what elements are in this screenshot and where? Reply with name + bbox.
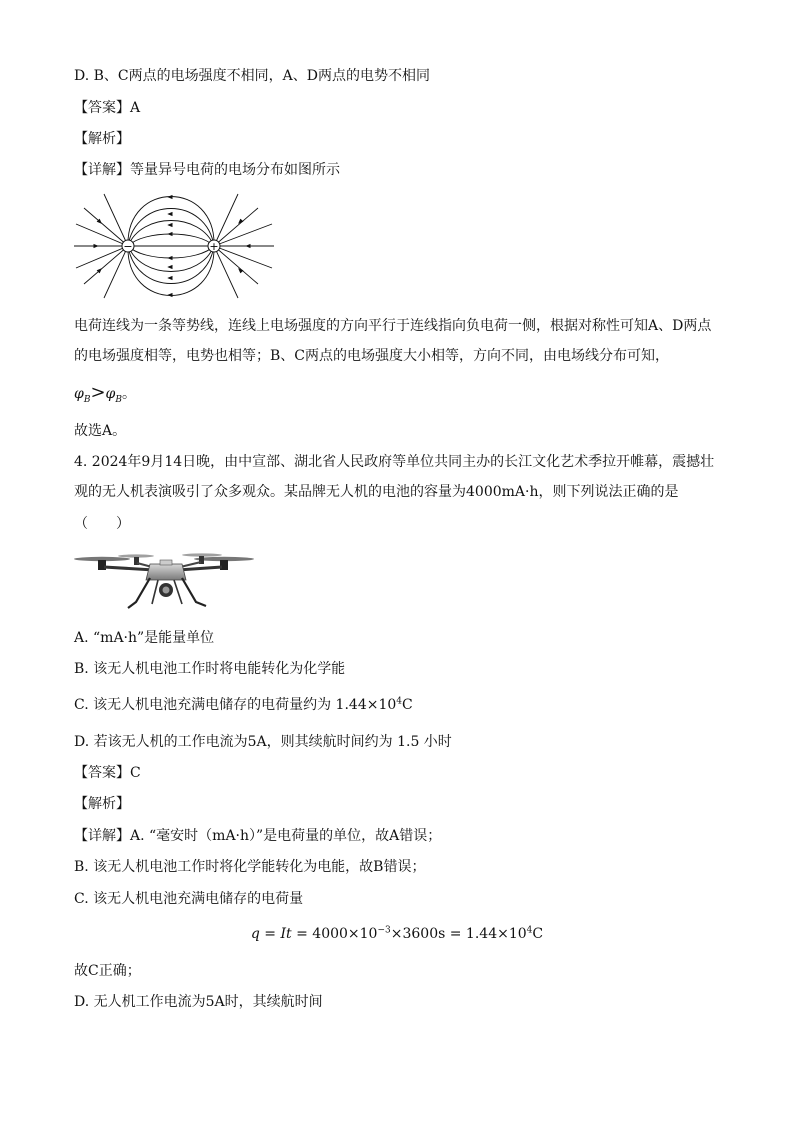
- q4-analysis-label: 【解析】: [74, 796, 130, 812]
- positive-symbol: +: [209, 240, 219, 253]
- negative-symbol: −: [123, 240, 133, 253]
- eq-mid: = 4000×10: [291, 926, 378, 942]
- q4-detail-d: D. 无人机工作电流为5A时，其续航时间: [74, 994, 323, 1010]
- detail-label: 【详解】: [74, 162, 130, 178]
- q4-stem-1: 4. 2024年9月14日晚，由中宣部、湖北省人民政府等单位共同主办的长江文化艺术季拉开帷幕，震撼壮: [74, 454, 715, 470]
- phi-symbol: φ: [74, 386, 84, 402]
- q4-detail-b: B. 该无人机电池工作时将化学能转化为电能，故B错误；: [74, 859, 426, 875]
- drone-image: [74, 550, 256, 612]
- q4-option-b: B. 该无人机电池工作时将电能转化为化学能: [74, 661, 346, 677]
- phi-subscript-2: B: [115, 394, 122, 405]
- option-c-exponent: 4: [396, 696, 403, 707]
- q4-c-correct: 故C正确；: [74, 963, 141, 979]
- greater-than: >: [90, 382, 106, 403]
- q4-detail-c: C. 该无人机电池充满电储存的电荷量: [74, 891, 304, 907]
- phi-subscript: B: [83, 394, 91, 405]
- q3-phi-relation: [74, 383, 136, 404]
- option-c-text: C. 该无人机电池充满电储存的电荷量约为 1.44×10: [74, 697, 397, 713]
- eq-q: q: [250, 926, 260, 942]
- q3-explain-2: 的电场强度相等，电势也相等；B、C两点的电场强度大小相等，方向不同，由电场线分布可知，: [74, 348, 669, 364]
- q3-choose: 故选A。: [74, 423, 127, 439]
- q4-stem-2: 观的无人机表演吸引了众多观众。某品牌无人机的电池的容量为4000mA·h，则下列说法正确的是: [74, 484, 679, 500]
- q3-analysis-label: 【解析】: [74, 131, 130, 147]
- eq-exp2: 4: [526, 925, 533, 936]
- option-c-unit: C: [402, 697, 413, 713]
- detail-text: 等量异号电荷的电场分布如图所示: [130, 162, 340, 178]
- eq-exp1: −3: [377, 925, 391, 936]
- q3-detail: [74, 160, 340, 180]
- q4-option-d: D. 若该无人机的工作电流为5A，则其续航时间约为 1.5 小时: [74, 734, 452, 750]
- eq-i: I: [280, 926, 287, 942]
- q4-answer: 【答案】C: [74, 765, 141, 781]
- period: 。: [121, 386, 136, 402]
- eq-unit: C: [532, 926, 544, 942]
- electric-field-diagram: [74, 190, 274, 302]
- q3-explain-1: 电荷连线为一条等势线，连线上电场强度的方向平行于连线指向负电荷一侧，根据对称性可知A、D两点: [74, 318, 712, 334]
- q4-detail-a: 【详解】A. “毫安时（mA·h）”是电荷量的单位，故A错误；: [74, 828, 442, 844]
- q4-option-a: A. “mA·h”是能量单位: [74, 630, 215, 646]
- q4-paren: （ ）: [74, 516, 130, 532]
- eq-mid2: ×3600s = 1.44×10: [390, 926, 527, 942]
- q4-option-c: [74, 695, 413, 715]
- eq-t: t: [286, 926, 292, 942]
- q4-equation: [0, 924, 794, 944]
- q3-option-d: D. B、C两点的电场强度不相同，A、D两点的电势不相同: [74, 68, 430, 84]
- eq-equals: =: [259, 926, 281, 942]
- q3-answer: 【答案】A: [74, 100, 141, 116]
- phi-symbol-2: φ: [105, 386, 116, 402]
